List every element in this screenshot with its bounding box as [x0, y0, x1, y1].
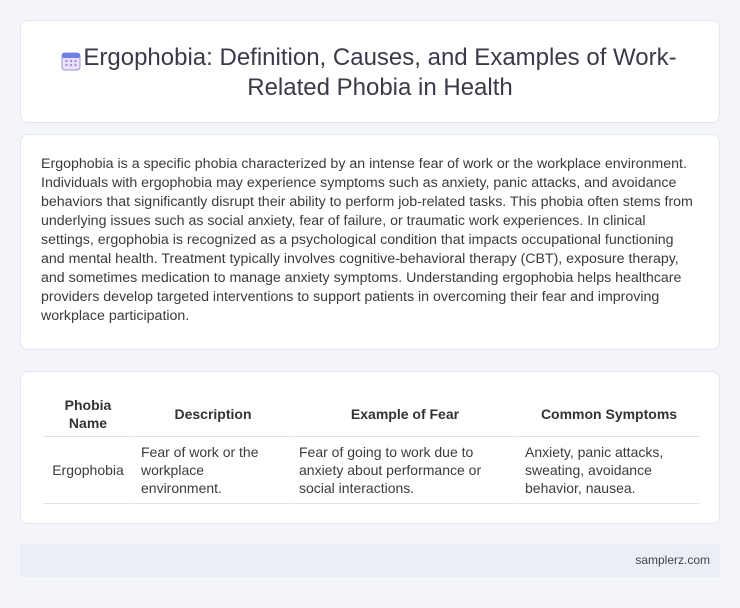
table-row: [43, 437, 699, 504]
header-example-of-fear: Example of Fear: [291, 392, 517, 437]
header-description: Description: [133, 392, 291, 437]
footer-site-name: samplerz.com: [635, 553, 710, 567]
page-title: Ergophobia: Definition, Causes, and Examples of Work-Related Phobia in Health: [83, 44, 677, 101]
title-card: [20, 20, 720, 123]
cell-description: Fear of work or the workplace environment.: [133, 437, 291, 504]
intro-card: [20, 134, 720, 350]
header-phobia-name: Phobia Name: [43, 392, 133, 437]
cell-common-symptoms: Anxiety, panic attacks, sweating, avoidance behavior, nausea.: [517, 437, 699, 504]
table-header-row: [43, 392, 699, 437]
cell-example-of-fear: Fear of going to work due to anxiety about performance or social interactions.: [291, 437, 517, 504]
footer-bar: [20, 544, 720, 577]
intro-paragraph: Ergophobia is a specific phobia characterized by an intense fear of work or the workplace environment. Individuals with ergophobia may experience symptoms such as anxiety, panic attacks, and avoidance behaviors that significantly disrupt their ability to perform job-related tasks. This phobia often stems from underlying issues such as social anxiety, fear of failure, or traumatic work experiences. In clinical settings, ergophobia is recognized as a psychological condition that impacts occupational functioning and mental health. Treatment typically involves cognitive-behavioral therapy (CBT), exposure therapy, and sometimes medication to manage anxiety symptoms. Understanding ergophobia helps healthcare providers develop targeted interventions to support patients in overcoming their fear and improving workplace participation.: [41, 156, 693, 324]
table-card: [20, 371, 720, 524]
phobia-table: [43, 392, 699, 504]
header-common-symptoms: Common Symptoms: [517, 392, 699, 437]
cell-phobia-name: Ergophobia: [43, 437, 133, 504]
